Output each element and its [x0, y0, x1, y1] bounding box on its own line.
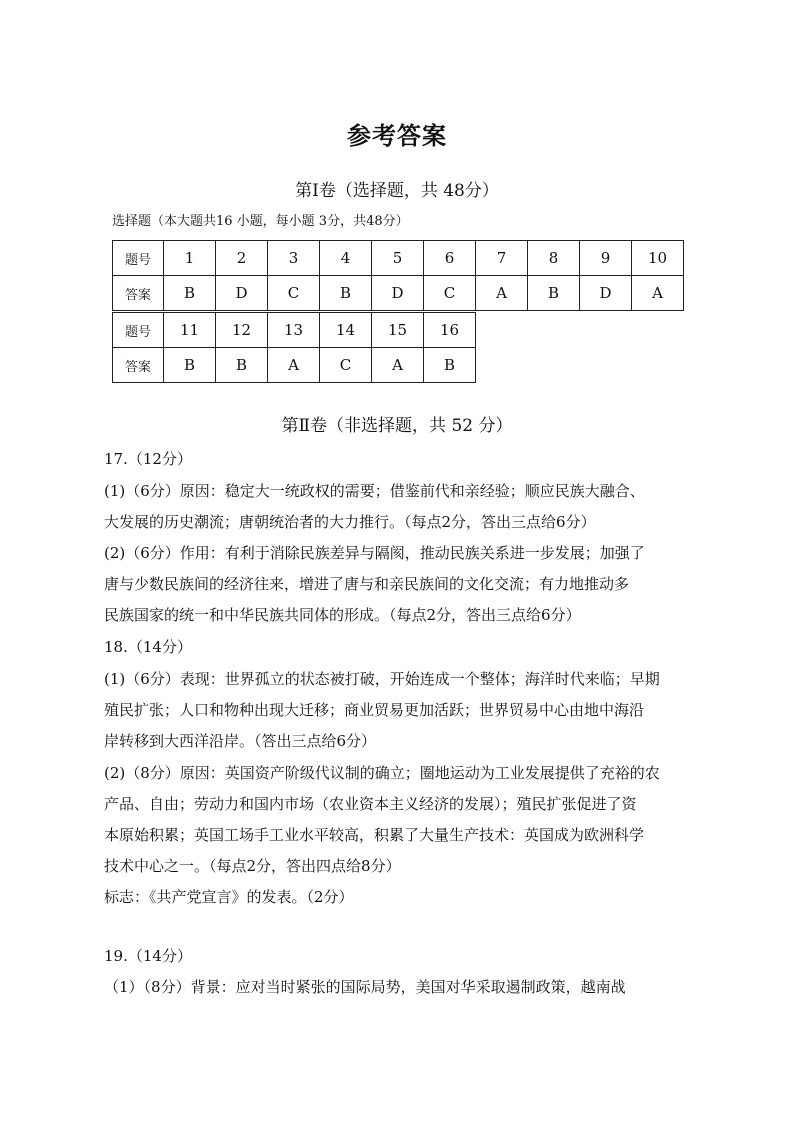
- answer-cell: D: [580, 276, 632, 311]
- answer-cell: D: [216, 276, 268, 311]
- answer-cell: B: [216, 348, 268, 383]
- answer-cell: B: [164, 348, 216, 383]
- answer-cell: C: [424, 276, 476, 311]
- question-number: 2: [216, 241, 268, 276]
- answer-line: 本原始积累；英国工场手工业水平较高，积累了大量生产技术：英国成为欧洲科学: [104, 826, 645, 844]
- table-row: [113, 241, 684, 276]
- question-number: 13: [268, 313, 320, 348]
- table-row: [113, 276, 684, 311]
- answer-line: 产品、自由；劳动力和国内市场（农业资本主义经济的发展）；殖民扩张促进了资: [104, 795, 637, 813]
- answer-cell: A: [632, 276, 684, 311]
- question-number: 3: [268, 241, 320, 276]
- answer-line: 18.（14分）: [104, 638, 192, 656]
- answer-cell: A: [372, 348, 424, 383]
- answer-table-1: [112, 240, 684, 311]
- answer-line: 民族国家的统一和中华民族共同体的形成。（每点2分，答出三点给6分）: [104, 606, 581, 624]
- row-label-answer: 答案: [113, 348, 164, 383]
- part1-heading: 第Ⅰ卷（选择题，共 48分）: [295, 181, 499, 201]
- answer-line: 唐与少数民族间的经济往来，增进了唐与和亲民族间的文化交流；有力地推动多: [104, 575, 630, 593]
- answer-line: (1)（6分）表现：世界孤立的状态被打破，开始连成一个整体；海洋时代来临；早期: [104, 670, 660, 688]
- answer-line: 标志：《共产党宣言》的发表。（2分）: [104, 888, 354, 906]
- table-row: [113, 348, 476, 383]
- answer-cell: C: [268, 276, 320, 311]
- answer-line: 殖民扩张；人口和物种出现大迁移；商业贸易更加活跃；世界贸易中心由地中海沿: [104, 701, 645, 719]
- answer-cell: A: [268, 348, 320, 383]
- answer-line: 技术中心之一。（每点2分，答出四点给8分）: [104, 857, 401, 875]
- question-number: 5: [372, 241, 424, 276]
- row-label-question: 题号: [113, 241, 164, 276]
- answer-line: 17.（12分）: [104, 450, 192, 468]
- answer-line: (2)（6分）作用：有利于消除民族差异与隔阂，推动民族关系进一步发展；加强了: [104, 544, 645, 562]
- answer-line: 岸转移到大西洋沿岸。（答出三点给6分）: [104, 732, 377, 750]
- answer-cell: B: [424, 348, 476, 383]
- page-title: 参考答案: [347, 121, 447, 150]
- question-number: 16: [424, 313, 476, 348]
- table-row: [113, 313, 476, 348]
- answer-line: 19.（14分）: [104, 947, 192, 965]
- question-number: 15: [372, 313, 424, 348]
- answer-line: (2)（8分）原因：英国资产阶级代议制的确立；圈地运动为工业发展提供了充裕的农: [104, 764, 660, 782]
- row-label-question: 题号: [113, 313, 164, 348]
- answer-cell: B: [320, 276, 372, 311]
- answer-cell: C: [320, 348, 372, 383]
- question-number: 6: [424, 241, 476, 276]
- question-number: 12: [216, 313, 268, 348]
- answer-cell: A: [476, 276, 528, 311]
- question-number: 1: [164, 241, 216, 276]
- question-number: 11: [164, 313, 216, 348]
- answer-cell: B: [164, 276, 216, 311]
- question-number: 14: [320, 313, 372, 348]
- question-number: 8: [528, 241, 580, 276]
- answer-cell: D: [372, 276, 424, 311]
- question-number: 10: [632, 241, 684, 276]
- answer-cell: B: [528, 276, 580, 311]
- answer-line: 大发展的历史潮流；唐朝统治者的大力推行。（每点2分，答出三点给6分）: [104, 513, 596, 531]
- answer-line: （1）（8分）背景：应对当时紧张的国际局势，美国对华采取遏制政策，越南战: [104, 978, 626, 996]
- answer-table-2: [112, 312, 476, 383]
- question-number: 4: [320, 241, 372, 276]
- part2-heading: 第Ⅱ卷（非选择题，共 52 分）: [281, 416, 513, 436]
- question-number: 9: [580, 241, 632, 276]
- row-label-answer: 答案: [113, 276, 164, 311]
- part1-instructions: 选择题（本大题共16 小题，每小题 3分，共48分）: [112, 214, 409, 229]
- question-number: 7: [476, 241, 528, 276]
- answer-line: (1)（6分）原因：稳定大一统政权的需要；借鉴前代和亲经验；顺应民族大融合、: [104, 482, 645, 500]
